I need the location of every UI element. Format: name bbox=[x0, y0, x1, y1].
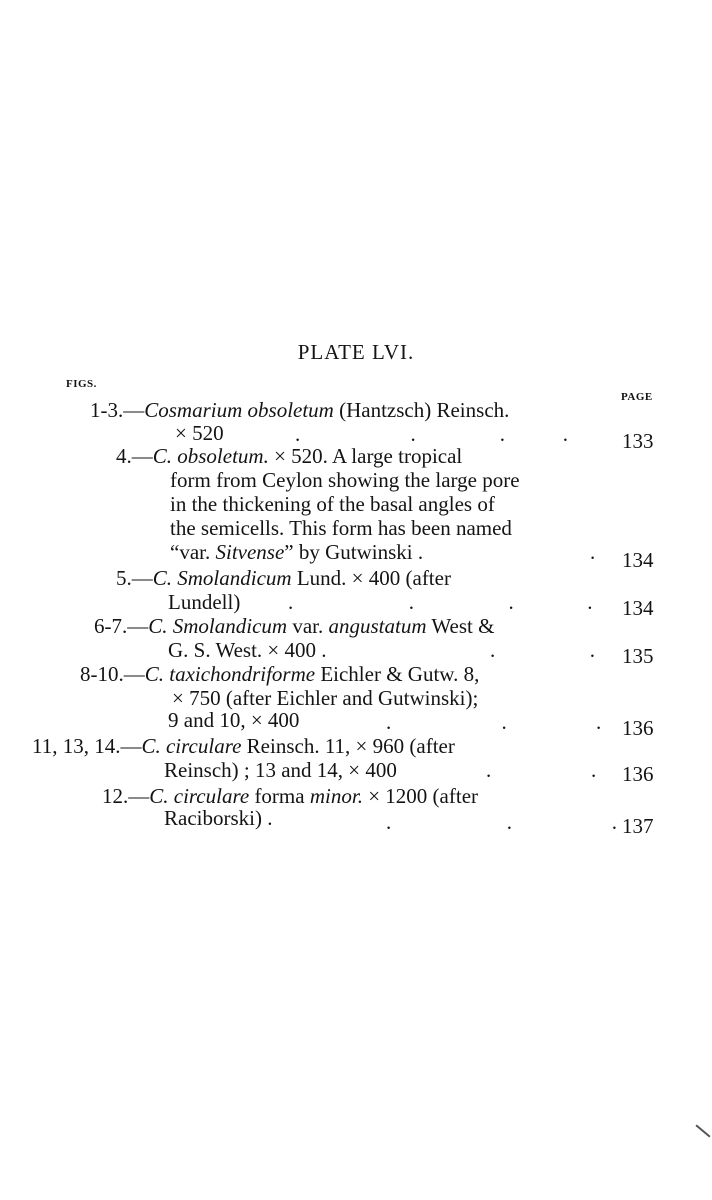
page-number: 134 bbox=[622, 548, 654, 572]
entry-5-continuation: Lundell) bbox=[168, 590, 241, 614]
entry-4-line-4: the semicells. This form has been named bbox=[170, 516, 512, 540]
entry-1-continuation: × 520 bbox=[175, 421, 224, 445]
page-number: 133 bbox=[622, 429, 654, 453]
leader-dots: . . . . bbox=[295, 422, 568, 446]
entry-4-line-1: 4.—C. obsoletum. × 520. A large tropical bbox=[116, 444, 463, 468]
entry-4-line-2: form from Ceylon showing the large pore bbox=[170, 468, 520, 492]
entry-5-line-1: 5.—C. Smolandicum Lund. × 400 (after bbox=[116, 566, 451, 590]
entry-4-line-5: “var. Sitvense” by Gutwinski . bbox=[170, 540, 424, 564]
entry-11-13-14-continuation: Reinsch) ; 13 and 14, × 400 bbox=[164, 758, 397, 782]
page-number: 136 bbox=[622, 762, 654, 786]
plate-title: PLATE LVI. bbox=[297, 340, 415, 364]
entry-6-7-continuation: G. S. West. × 400 . bbox=[168, 638, 327, 662]
leader-dots: . . . bbox=[386, 810, 617, 834]
page-number: 136 bbox=[622, 716, 654, 740]
leader-dots: . . bbox=[490, 638, 595, 662]
page-number: 137 bbox=[622, 814, 654, 838]
entry-12-line-1: 12.—C. circulare forma minor. × 1200 (after bbox=[102, 784, 479, 808]
entry-1-line-1: 1-3.—Cosmarium obsoletum (Hantzsch) Reinsch. bbox=[90, 398, 510, 422]
entry-8-10-continuation: 9 and 10, × 400 bbox=[168, 708, 300, 732]
leader-dots: . . bbox=[486, 758, 597, 782]
page-number: 135 bbox=[622, 644, 654, 668]
leader-dots: . . . . bbox=[288, 590, 593, 614]
entry-12-continuation: Raciborski) . bbox=[164, 806, 273, 830]
entry-4-line-3: in the thickening of the basal angles of bbox=[170, 492, 495, 516]
page-number: 134 bbox=[622, 596, 654, 620]
scan-artifact bbox=[695, 1124, 710, 1137]
entry-8-10-line-1: 8-10.—C. taxichondriforme Eichler & Gutw. 8, bbox=[80, 662, 480, 686]
entry-11-13-14-line-1: 11, 13, 14.—C. circulare Reinsch. 11, × 960 (after bbox=[32, 734, 455, 758]
page-label: PAGE bbox=[621, 391, 653, 403]
entry-8-10-line-2: × 750 (after Eichler and Gutwinski); bbox=[172, 686, 479, 710]
entry-6-7-line-1: 6-7.—C. Smolandicum var. angustatum West & bbox=[94, 614, 495, 638]
leader-dots: . bbox=[590, 540, 596, 564]
figs-label: FIGS. bbox=[66, 378, 97, 390]
leader-dots: . . . bbox=[386, 710, 602, 734]
